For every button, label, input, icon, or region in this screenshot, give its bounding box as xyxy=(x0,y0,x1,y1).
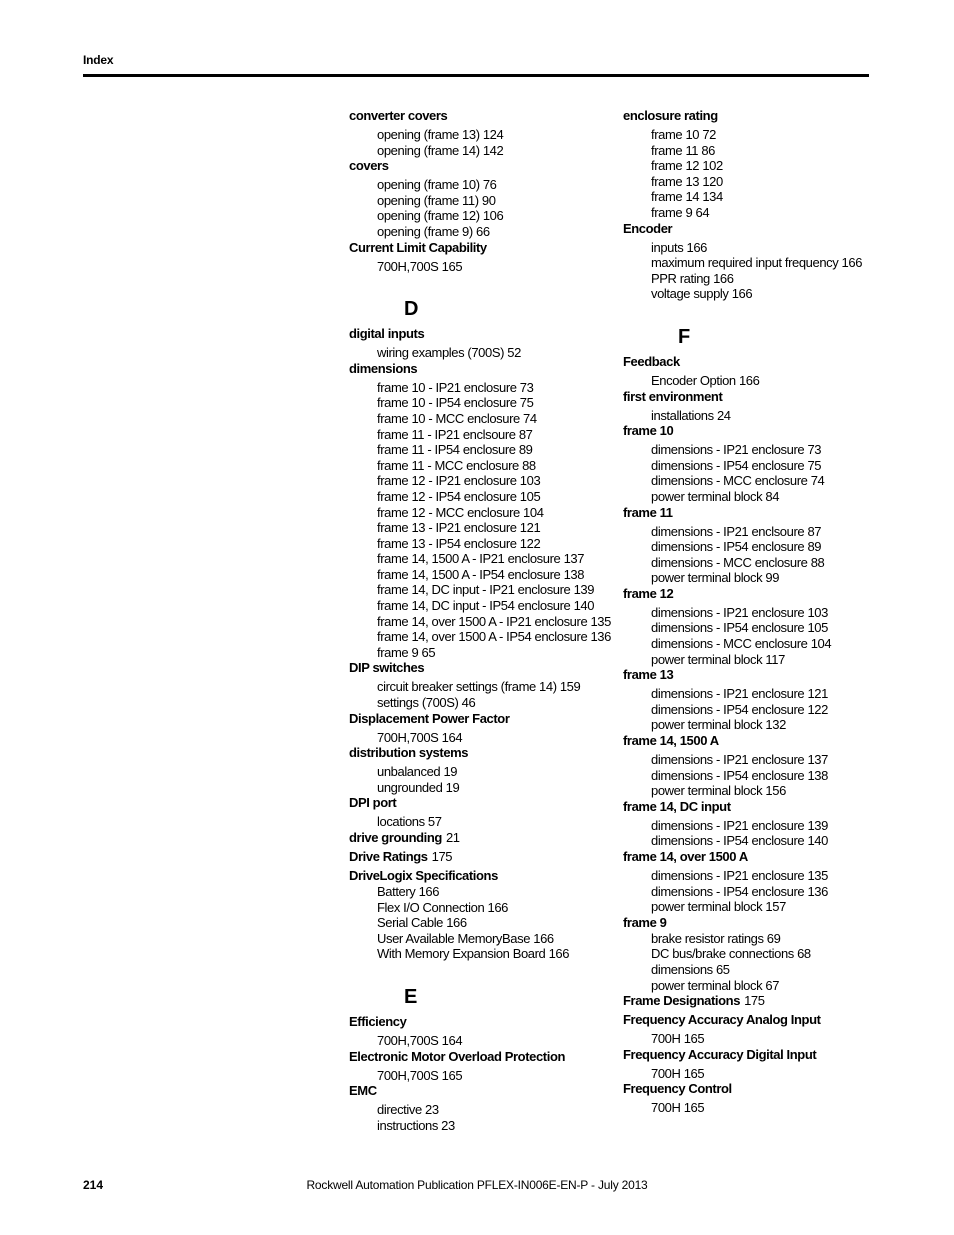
index-term xyxy=(623,993,863,1009)
index-term xyxy=(623,1047,863,1063)
index-term-label: Frequency Accuracy Digital Input xyxy=(623,1046,817,1062)
index-term xyxy=(623,1081,863,1097)
index-term-label: Frequency Control xyxy=(623,1081,732,1097)
index-subentry: frame 11 - MCC enclosure 88 xyxy=(377,457,536,473)
index-subentry: power terminal block 67 xyxy=(651,977,780,993)
index-entry xyxy=(349,1049,599,1084)
index-entry xyxy=(623,354,863,389)
index-subentry: frame 10 - MCC enclosure 74 xyxy=(377,410,537,426)
index-subentry: dimensions - IP54 enclosure 122 xyxy=(651,701,828,717)
index-term xyxy=(349,849,599,865)
index-term xyxy=(623,915,863,931)
index-term-label: DPI port xyxy=(349,795,397,811)
index-subentry: brake resistor ratings 69 xyxy=(651,930,781,946)
index-subentry: dimensions - IP21 enclosure 121 xyxy=(651,686,828,702)
index-term xyxy=(349,711,599,727)
index-subentry: 700H,700S 164 xyxy=(377,729,463,745)
index-subentry: Encoder Option 166 xyxy=(651,372,760,388)
index-entry xyxy=(349,868,599,962)
index-subentry: directive 23 xyxy=(377,1102,439,1118)
index-column-left xyxy=(349,108,611,1133)
index-subentry: Flex I/O Connection 166 xyxy=(377,899,508,915)
index-subentry: frame 13 120 xyxy=(651,173,723,189)
index-subentry: instructions 23 xyxy=(377,1117,455,1133)
index-term-page: 175 xyxy=(431,849,453,864)
index-subentry: dimensions - IP21 enclsoure 87 xyxy=(651,523,822,539)
index-entry xyxy=(623,799,863,849)
index-entry xyxy=(623,1081,863,1116)
index-term-page: 21 xyxy=(445,830,460,845)
index-entry xyxy=(623,389,863,424)
index-term xyxy=(623,849,863,865)
index-subentry: frame 11 86 xyxy=(651,142,716,158)
index-subentry: inputs 166 xyxy=(651,239,707,255)
index-subentry: frame 10 - IP54 enclosure 75 xyxy=(377,395,534,411)
index-term xyxy=(349,240,599,256)
index-subentry: frame 12 - IP21 enclosure 103 xyxy=(377,473,541,489)
index-subentry: wiring examples (700S) 52 xyxy=(377,345,521,361)
index-entry xyxy=(349,108,599,158)
index-subentry: frame 13 - IP21 enclosure 121 xyxy=(377,520,541,536)
index-subentry: dimensions - IP54 enclosure 136 xyxy=(651,883,828,899)
index-term xyxy=(349,1014,599,1030)
index-subentry: 700H,700S 165 xyxy=(377,258,463,274)
index-entry xyxy=(349,795,599,830)
index-subentry: frame 10 72 xyxy=(651,127,716,142)
index-term-label: frame 14, 1500 A xyxy=(623,733,719,749)
index-subentry: voltage supply 166 xyxy=(651,286,753,302)
index-term-label: first environment xyxy=(623,388,723,404)
index-term xyxy=(623,667,863,683)
index-subentry: frame 11 - IP21 enclsoure 87 xyxy=(377,426,533,442)
index-term xyxy=(349,830,599,846)
index-term-label: converter covers xyxy=(349,108,448,123)
index-entry xyxy=(623,733,863,799)
index-entry xyxy=(349,1014,599,1049)
index-subentry: frame 14 134 xyxy=(651,189,723,205)
index-term xyxy=(623,586,863,602)
index-entry xyxy=(623,423,863,504)
index-term xyxy=(623,221,863,237)
publication-footer: Rockwell Automation Publication PFLEX-IN006E-EN-P - July 2013 xyxy=(306,1178,648,1192)
index-subentry: dimensions - IP54 enclosure 75 xyxy=(651,457,822,473)
index-entry xyxy=(349,830,599,849)
index-subentry: dimensions - IP54 enclosure 138 xyxy=(651,767,828,783)
index-term-label: enclosure rating xyxy=(623,108,718,123)
index-entry xyxy=(623,221,863,302)
index-term-label: Efficiency xyxy=(349,1013,407,1029)
index-subentry: opening (frame 12) 106 xyxy=(377,208,504,224)
index-term xyxy=(623,1012,863,1028)
index-term-label: digital inputs xyxy=(349,326,425,342)
index-subentry: 700H 165 xyxy=(651,1031,705,1047)
index-subentry: dimensions - IP54 enclosure 140 xyxy=(651,833,828,849)
index-subentry: frame 11 - IP54 enclosure 89 xyxy=(377,442,533,458)
index-term-label: Electronic Motor Overload Protection xyxy=(349,1048,566,1064)
index-entry xyxy=(349,326,599,361)
index-entry xyxy=(623,505,863,586)
index-subentry: Serial Cable 166 xyxy=(377,915,467,931)
index-entry xyxy=(623,667,863,733)
index-entry xyxy=(349,158,599,239)
index-term xyxy=(349,326,599,342)
index-subentry: opening (frame 9) 66 xyxy=(377,223,490,239)
index-term-label: frame 9 xyxy=(623,914,667,930)
index-subentry: 700H 165 xyxy=(651,1065,705,1081)
index-subentry: maximum required input frequency 166 xyxy=(651,255,863,271)
index-entry xyxy=(349,360,611,661)
index-subentry: 700H,700S 165 xyxy=(377,1067,463,1083)
index-term xyxy=(349,868,599,884)
section-letter: E xyxy=(404,985,418,1008)
index-subentry: dimensions - MCC enclosure 74 xyxy=(651,473,825,489)
index-entry xyxy=(349,849,599,868)
index-term-label: frame 13 xyxy=(623,667,674,683)
index-subentry: installations 24 xyxy=(651,407,731,423)
index-subentry: frame 14, over 1500 A - IP21 enclosure 135 xyxy=(377,613,611,629)
index-subentry: 700H,700S 164 xyxy=(377,1032,463,1048)
index-term xyxy=(349,795,599,811)
index-entry xyxy=(623,586,863,667)
index-subentry: ungrounded 19 xyxy=(377,779,460,795)
index-subentry: power terminal block 132 xyxy=(651,717,786,733)
index-entry xyxy=(623,1012,863,1047)
index-subentry: locations 57 xyxy=(377,814,442,830)
index-entry xyxy=(623,1047,863,1082)
index-subentry: power terminal block 117 xyxy=(651,651,785,667)
index-subentry: settings (700S) 46 xyxy=(377,695,476,711)
index-subentry: frame 14, over 1500 A - IP54 enclosure 136 xyxy=(377,629,611,645)
index-term-label: Drive Ratings xyxy=(349,849,428,864)
index-term-label: Current Limit Capability xyxy=(349,239,487,255)
index-term xyxy=(623,354,863,370)
index-term xyxy=(623,799,863,815)
index-subentry: With Memory Expansion Board 166 xyxy=(377,946,570,962)
index-term xyxy=(349,745,599,761)
index-entry xyxy=(623,849,863,915)
index-term xyxy=(349,1049,599,1065)
index-subentry: PPR rating 166 xyxy=(651,270,734,286)
index-term-label: dimensions xyxy=(349,360,418,376)
index-term xyxy=(349,158,599,174)
index-entry xyxy=(623,915,863,993)
index-entry xyxy=(623,108,863,221)
index-subentry: User Available MemoryBase 166 xyxy=(377,930,554,946)
index-term xyxy=(349,660,599,676)
index-subentry: frame 13 - IP54 enclosure 122 xyxy=(377,535,541,551)
index-subentry: frame 12 102 xyxy=(651,158,723,174)
index-term-label: Frame Designations xyxy=(623,993,741,1009)
index-entry xyxy=(349,711,599,746)
index-term-label: Feedback xyxy=(623,353,680,369)
index-subentry: dimensions - IP21 enclosure 137 xyxy=(651,752,828,768)
index-term-label: frame 11 xyxy=(623,504,673,520)
index-subentry: dimensions - IP21 enclosure 139 xyxy=(651,817,828,833)
running-header: Index xyxy=(83,53,114,67)
index-term-page: 175 xyxy=(744,993,765,1009)
section-letter: F xyxy=(678,325,691,348)
index-term-label: drive grounding xyxy=(349,830,442,845)
index-entry xyxy=(349,240,599,275)
index-column-right xyxy=(623,108,863,1116)
index-term xyxy=(623,423,863,439)
index-term-label: DriveLogix Specifications xyxy=(349,868,498,883)
index-entry xyxy=(623,993,863,1012)
index-subentry: dimensions - IP21 enclosure 135 xyxy=(651,868,828,883)
index-term-label: EMC xyxy=(349,1083,377,1099)
index-subentry: frame 12 - IP54 enclosure 105 xyxy=(377,488,541,504)
index-term xyxy=(349,108,599,124)
index-subentry: frame 10 - IP21 enclosure 73 xyxy=(377,379,534,395)
index-term xyxy=(349,1083,599,1099)
index-subentry: opening (frame 14) 142 xyxy=(377,142,504,158)
index-subentry: dimensions - MCC enclosure 104 xyxy=(651,636,832,652)
index-subentry: frame 9 65 xyxy=(377,644,436,660)
index-entry xyxy=(349,745,599,795)
index-subentry: circuit breaker settings (frame 14) 159 xyxy=(377,679,581,695)
index-term xyxy=(623,733,863,749)
index-term-label: Displacement Power Factor xyxy=(349,710,510,726)
index-subentry: frame 14, DC input - IP54 enclosure 140 xyxy=(377,598,595,614)
index-subentry: frame 14, 1500 A - IP54 enclosure 138 xyxy=(377,566,585,582)
index-subentry: DC bus/brake connections 68 xyxy=(651,946,811,962)
index-subentry: opening (frame 13) 124 xyxy=(377,127,504,142)
index-term xyxy=(349,361,599,377)
index-term-label: Encoder xyxy=(623,220,673,236)
index-subentry: frame 12 - MCC enclosure 104 xyxy=(377,504,544,520)
index-subentry: dimensions - MCC enclosure 88 xyxy=(651,554,825,570)
index-term-label: frame 12 xyxy=(623,585,674,601)
header-rule xyxy=(83,74,869,77)
index-term-label: frame 10 xyxy=(623,423,674,439)
index-subentry: Battery 166 xyxy=(377,884,440,899)
index-term-label: frame 14, DC input xyxy=(623,798,731,814)
index-subentry: dimensions - IP21 enclosure 73 xyxy=(651,442,822,458)
index-subentry: dimensions - IP21 enclosure 103 xyxy=(651,604,828,620)
index-subentry: dimensions - IP54 enclosure 89 xyxy=(651,539,822,555)
index-subentry: power terminal block 99 xyxy=(651,570,780,586)
index-term-label: Frequency Accuracy Analog Input xyxy=(623,1012,821,1028)
index-subentry: power terminal block 156 xyxy=(651,783,786,799)
index-subentry: opening (frame 11) 90 xyxy=(377,192,496,208)
index-subentry: frame 14, DC input - IP21 enclosure 139 xyxy=(377,582,595,598)
index-subentry: dimensions - IP54 enclosure 105 xyxy=(651,620,828,636)
index-term-label: DIP switches xyxy=(349,660,425,676)
index-subentry: frame 9 64 xyxy=(651,204,710,220)
index-subentry: 700H 165 xyxy=(651,1100,705,1116)
index-subentry: opening (frame 10) 76 xyxy=(377,177,497,193)
index-subentry: unbalanced 19 xyxy=(377,764,458,780)
index-term xyxy=(623,108,863,124)
page-number: 214 xyxy=(83,1178,104,1192)
section-letter: D xyxy=(404,298,419,321)
index-subentry: power terminal block 84 xyxy=(651,488,780,504)
index-term xyxy=(623,389,863,405)
index-subentry: power terminal block 157 xyxy=(651,899,786,915)
index-term-label: covers xyxy=(349,158,389,174)
index-subentry: dimensions 65 xyxy=(651,961,730,977)
index-term-label: frame 14, over 1500 A xyxy=(623,849,748,864)
index-entry xyxy=(349,660,599,710)
index-term-label: distribution systems xyxy=(349,745,469,761)
index-subentry: frame 14, 1500 A - IP21 enclosure 137 xyxy=(377,551,585,567)
index-term xyxy=(623,505,863,521)
index-entry xyxy=(349,1083,599,1133)
